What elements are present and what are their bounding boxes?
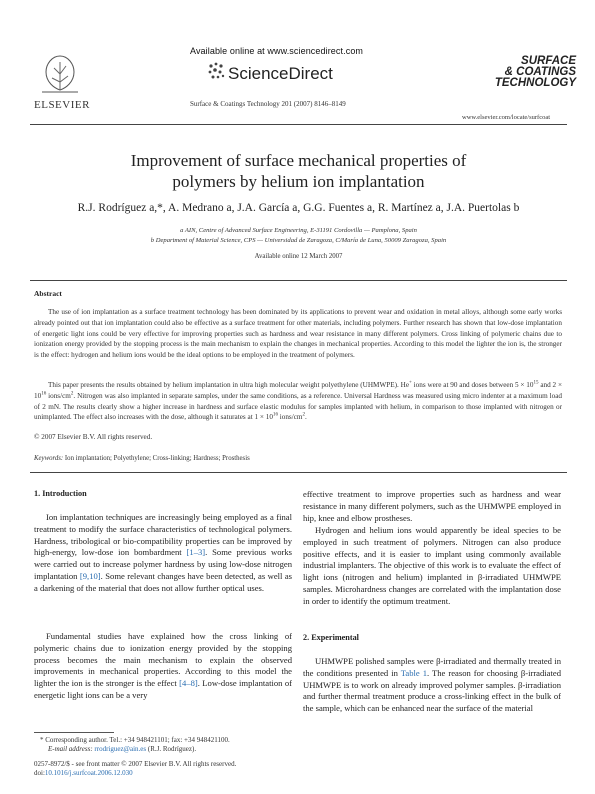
elsevier-logo: [34, 52, 86, 96]
doi-line: doi:10.1016/j.surfcoat.2006.12.030: [34, 769, 133, 777]
available-online-text: Available online at www.sciencedirect.com: [190, 46, 364, 56]
experimental-paragraph-1: UHMWPE polished samples were β-irradiated and thermally treated in the conditions presented in Table 1. The reason for choosing β-irradiated UHMWPE is to work on already improved polymer samples. β-irradiation and further thermal treatment produce a cross-linking effect in the bulk of the sample, which can be enhanced near the surface of the material: [303, 656, 561, 714]
affiliation-b: b Department of Material Science, CPS — Universidad de Zaragoza, C/María de Luna, 50009 Zaragoza, Spain: [150, 237, 447, 244]
journal-logo: [486, 56, 576, 89]
doi-link[interactable]: 10.1016/j.surfcoat.2006.12.030: [44, 769, 133, 777]
online-date: Available online 12 March 2007: [254, 253, 343, 260]
intro-paragraph-2: Fundamental studies have explained how the cross linking of polymeric chains due to ionization energy provided by the stopping process becomes the main mechanism to explain the observed improvements in mechanical properties. According to this model the lighter the ion is the stronger is the effect [4–8]. Low-dose implantation of energetic light ions can be a very: [34, 631, 292, 700]
abstract-paragraph-2: This paper presents the results obtained by helium implantation in ultra high molecular weight polyethylene (UHMWPE). He+ ions were at 90 and doses between $5 \times 10^{15}$ and $2 \times 10^{16}$ ions/$cm^2$. Nitrogen was also implanted in separate samples, under the same conditions, as a reference. Universal Hardness was measured using micro indenter at a maximum load of 2 mN. The results clearly show a higher increase in hardness and surface elastic modulus for samples implanted with helium, in comparison to those implanted with nitrogen or unimplanted. The effect also increases with the dose, although it saturates at $1 \times 10^{16}$ ions/$cm^2$.: [34, 380, 563, 422]
issn-line: 0257-8972/$ - see front matter © 2007 Elsevier B.V. All rights reserved.: [34, 760, 237, 768]
abstract-paragraph-1: The use of ion implantation as a surface treatment technology has been dominated by its applications to prevent wear and oxidation in metal alloys, although some early works already pointed out that ion implantation could also be effective as a surface treatment for other materials, including polymers. Further research has shown that low-dose implantation of energetic light ions could be very effective for improving properties such as hardness and wear resistance in many different polymers. Cross linking of polymeric chains due to ionization energy provided by the stopping process is the main mechanism to explain the changes in mechanical properties. According to this model the lighter the ion is, the stronger is the effect: hydrogen and helium ions would be the ideal options to be employed in the treatment of polymers.: [34, 308, 562, 360]
sciencedirect-logo: ScienceDirect: [228, 64, 333, 83]
keywords-label: Keywords:: [34, 455, 64, 462]
email-link[interactable]: rrodriguez@ain.es: [94, 745, 147, 753]
abstract-top-divider: [30, 280, 567, 281]
section-heading-introduction: 1. Introduction: [34, 489, 87, 498]
keywords-list: Ion implantation; Polyethylene; Cross-linking; Hardness; Prosthesis: [63, 455, 250, 462]
right-paragraph-1: effective treatment to improve properties such as hardness and wear resistance in many different polymers, such as the UHMWPE employed in hip, knee and elbow prostheses.: [303, 489, 561, 523]
footnote-divider: [34, 732, 114, 733]
journal-logo-line: SURFACE: [521, 55, 576, 67]
header-divider: [30, 124, 567, 125]
email-line: E-mail address: rrodriguez@ain.es (R.J. Rodríguez).: [48, 745, 197, 753]
abstract-copyright: © 2007 Elsevier B.V. All rights reserved.: [34, 433, 153, 441]
table-link[interactable]: Table 1: [400, 667, 428, 678]
abstract-heading: Abstract: [34, 289, 62, 298]
citation-link[interactable]: [9,10]: [79, 570, 101, 581]
journal-logo-line: TECHNOLOGY: [494, 77, 576, 89]
right-paragraph-2: Hydrogen and helium ions would apparently be ideal species to be employed in such treatment of polymers. Nitrogen can also produce positive effects, and it is easier to implant using commonly available industrial implanters. The objective of this work is to evaluate the effect of light ions (nitrogen and helium) implanted in β-irradiated UHMWPE samples. Microhardness changes are correlated with the implantation dose in order to identify the optimum treatment.: [303, 525, 561, 606]
title-line: Improvement of surface mechanical properties of: [130, 151, 467, 170]
journal-logo-line: & COATINGS: [504, 66, 576, 78]
sciencedirect-icon: [207, 61, 227, 81]
section-heading-experimental: 2. Experimental: [303, 633, 359, 642]
footnote: [34, 736, 294, 778]
corresponding-author: * Corresponding author. Tel.: +34 948421101; fax: +34 948421100.: [40, 736, 230, 744]
citation-link[interactable]: [1–3]: [186, 547, 206, 558]
journal-reference: Surface & Coatings Technology 201 (2007) 8146–8149: [190, 100, 346, 108]
publisher-name: ELSEVIER: [34, 99, 90, 111]
affiliation-a: a AIN, Centre of Advanced Surface Engineering, E-31191 Cordovilla — Pamplona, Spain: [180, 227, 417, 234]
journal-url[interactable]: www.elsevier.com/locate/surfcoat: [462, 114, 551, 121]
title-line: polymers by helium ion implantation: [172, 172, 425, 191]
citation-link[interactable]: [4–8]: [179, 678, 198, 689]
intro-paragraph-1: Ion implantation techniques are increasingly being employed as a final treatment to modify the surface characteristics of technological polymers. Hardness, tribological or bio-compatibility properties can be improved by high-energy, low-dose ion bombardment [1–3]. Some previous works were carried out to increase polymer hardness by using low-dose nitrogen implantation [9,10]. Some relevant changes have been detected, as well as a darkening of the material that does not allow further optical uses.: [34, 512, 293, 593]
author-list: R.J. Rodríguez a,*, A. Medrano a, J.A. García a, G.G. Fuentes a, R. Martínez a, J.A. Puertolas b: [77, 202, 520, 214]
article-title: [30, 150, 567, 192]
abstract-bottom-divider: [30, 472, 567, 473]
keywords: [34, 455, 250, 462]
